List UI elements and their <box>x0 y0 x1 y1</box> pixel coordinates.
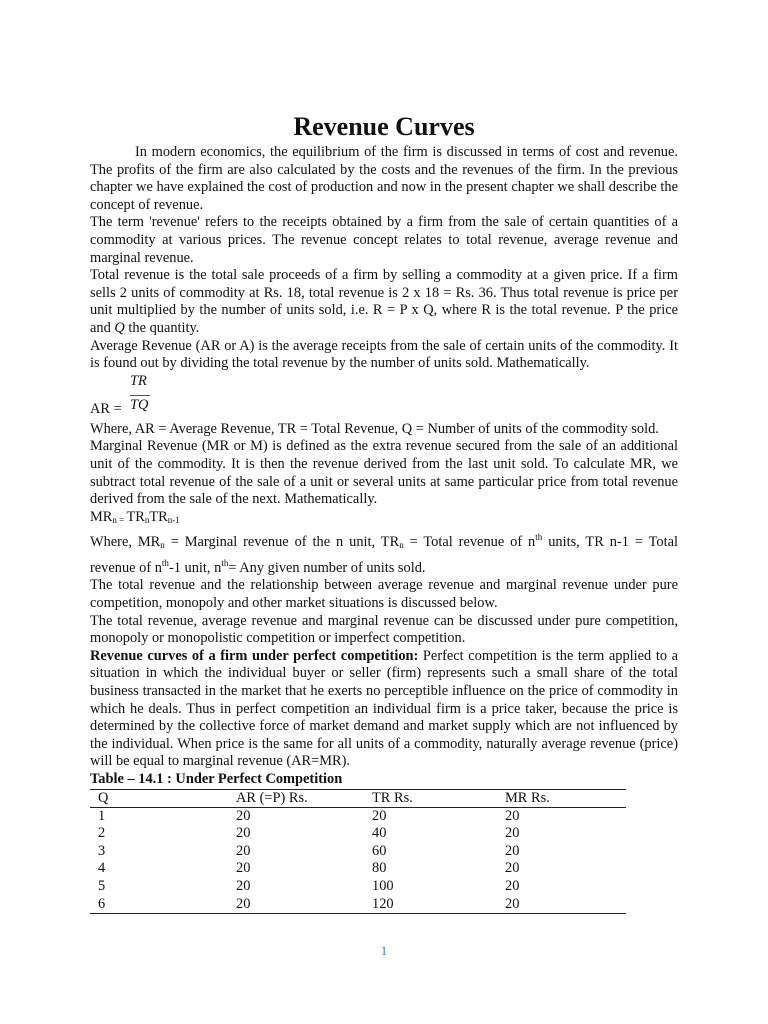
paragraph-relationship: The total revenue and the relationship between average revenue and marginal revenue under pure competition, monopoly and other market situations is discussed below. <box>90 577 678 612</box>
table-title: Table – 14.1 : Under Perfect Competition <box>90 771 343 787</box>
table-header-row <box>90 789 626 807</box>
table-cell: 40 <box>372 825 387 842</box>
table-cell: 100 <box>372 877 394 894</box>
paragraph-total-revenue: Total revenue is the total sale proceeds of a firm by selling a commodity at a given price. If a firm sells 2 units of commodity at Rs. 18, total revenue is 2 x 18 = Rs. 36. Thus total revenue is price per unit multiplied by the number of units sold, i.e. R = P x Q, where R is the total revenue. P the price and Q the quantity. <box>90 267 678 336</box>
table-header-cell: MR Rs. <box>497 789 626 807</box>
fraction-bar <box>130 395 150 396</box>
formula-ar-denominator: TQ <box>130 396 149 413</box>
formula-ar-numerator: TR <box>130 372 147 389</box>
paragraph-market-types: The total revenue, average revenue and marginal revenue can be discussed under pure competition, monopoly or monopolistic competition or imperfect competition. <box>90 612 678 647</box>
table-cell: 20 <box>228 896 364 914</box>
paragraph-ar-where: Where, AR = Average Revenue, TR = Total Revenue, Q = Number of units of the commodity sold. <box>90 420 659 437</box>
table-cell: 20 <box>505 877 520 894</box>
table-row <box>90 860 626 878</box>
table-cell: 5 <box>98 877 106 894</box>
table-cell: 20 <box>236 877 251 894</box>
formula-mr: $MR_n$ $_=$ $TR_nTR_{n-1}$ <box>90 508 180 525</box>
table-row <box>90 825 626 843</box>
table-cell: 3 <box>98 842 106 859</box>
table-cell: 2 <box>98 825 106 842</box>
formula-ar <box>90 373 678 421</box>
table-cell: 6 <box>90 896 228 914</box>
paragraph-mr-where: Where, $MR_n$ = Marginal revenue of the n unit, $TR_n$ = Total revenue of $n^{th}$ units, TR n-1 = Total revenue of $n^{th}-1$ unit, $n^{th}=$ Any given number of units sold. <box>90 532 678 576</box>
table-row <box>90 807 626 825</box>
table-cell: 1 <box>98 807 106 824</box>
table-cell: 120 <box>364 896 497 914</box>
table-header-cell: AR (=P) Rs. <box>228 789 364 807</box>
table-cell: 20 <box>505 825 520 842</box>
page-title: Revenue Curves <box>293 112 475 141</box>
table-cell: 20 <box>505 860 520 877</box>
table-row <box>90 843 626 861</box>
paragraph-average-revenue: Average Revenue (AR or A) is the average receipts from the sale of certain units of the commodity. It is found out by dividing the total revenue by the number of units sold. Mathematically. <box>90 337 678 372</box>
table-cell: 20 <box>497 896 626 914</box>
table-cell: 20 <box>236 807 251 824</box>
table-row <box>90 896 626 914</box>
paragraph-revenue-definition: The term 'revenue' refers to the receipts obtained by a firm from the sale of certain quantities of a commodity at various prices. The revenue concept relates to total revenue, average revenue and marginal revenue. <box>90 214 678 266</box>
table-cell: 20 <box>236 860 251 877</box>
page-number: 1 <box>380 943 388 958</box>
table-cell: 20 <box>505 807 520 824</box>
paragraph-perfect-competition: Revenue curves of a firm under perfect competition: Perfect competition is the term applied to a situation in which the individual buyer or seller (firm) represents such a small share of the total business transacted in the market that he exerts no perceptible influence on the price of commodity in which he deals. Thus in perfect competition an individual firm is a price taker, because the price is determined by the collective force of market demand and market supply which are not influenced by the individual. When price is the same for all units of a commodity, naturally average revenue (price) will be equal to marginal revenue (AR=MR). <box>90 647 678 770</box>
section-heading: Revenue curves of a firm under perfect competition: <box>90 647 419 664</box>
table-header-cell: Q <box>90 789 228 807</box>
table-cell: 20 <box>505 842 520 859</box>
table-cell: 60 <box>372 842 387 859</box>
paragraph-intro: In modern economics, the equilibrium of the firm is discussed in terms of cost and revenue. The profits of the firm are also calculated by the costs and the revenues of the firm. In the previous chapter we have explained the cost of production and now in the present chapter we shall describe the concept of revenue. <box>90 144 678 213</box>
table-cell: 20 <box>236 825 251 842</box>
table-row <box>90 878 626 896</box>
table-cell: 20 <box>372 807 387 824</box>
table-cell: 4 <box>98 860 106 877</box>
table-cell: 20 <box>236 842 251 859</box>
revenue-table <box>90 789 626 915</box>
table-header-cell: TR Rs. <box>364 789 497 807</box>
table-cell: 80 <box>372 860 387 877</box>
formula-ar-lhs: AR = <box>90 400 122 417</box>
paragraph-marginal-revenue: Marginal Revenue (MR or M) is defined as the extra revenue secured from the sale of an additional unit of the commodity. It is then the revenue derived from the last unit sold. To calculate MR, we subtract total revenue of the sale of a unit or several units at same particular price from total revenue derived from the sale of the next. Mathematically. <box>90 438 678 508</box>
document-body <box>90 144 678 914</box>
